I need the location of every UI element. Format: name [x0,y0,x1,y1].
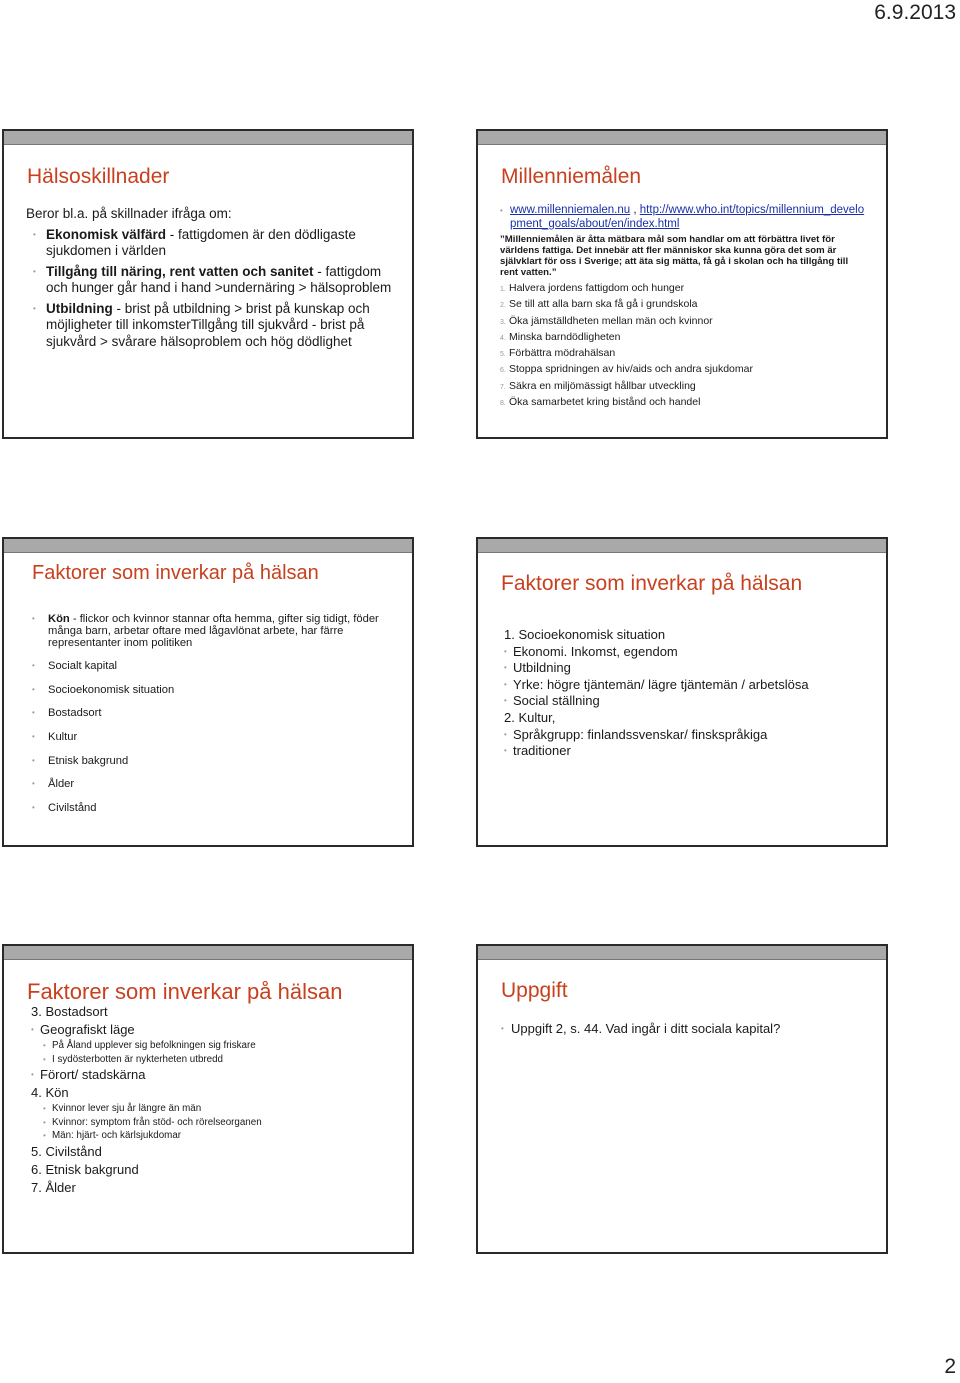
slide-content [500,204,866,411]
factor-list [31,1003,398,1197]
slide-title: Hälsoskillnader [27,165,170,188]
list-item [500,297,866,313]
item-text: Uppgift 2, s. 44. Vad ingår i ditt sociala kapital? [511,1021,781,1036]
list-item [500,395,866,411]
list-item [504,644,872,661]
slide-title: Millenniemålen [501,165,642,188]
item-text: Kvinnor lever sju år längre än män [52,1103,202,1114]
list-item [26,227,398,260]
slide-intro: Beror bl.a. på skillnader ifråga om: [26,206,232,221]
list-item [504,743,872,760]
list-item [500,314,866,330]
sub-item [31,1102,398,1116]
list-item [504,727,872,744]
item-text: Öka jämställdheten mellan män och kvinnor [509,314,713,327]
list-item [28,660,392,672]
item-text: Etnisk bakgrund [48,754,129,767]
link-separator: , [633,204,637,216]
list-item [28,755,392,767]
list-heading: 2. Kultur, [504,709,556,725]
slide-faktorer-1 [2,537,414,847]
list-heading: 3. Bostadsort [31,1004,108,1019]
task-list [501,1020,872,1037]
item-text: Civilstånd [48,802,97,815]
bullet-icon: • [32,755,35,765]
item-number: 5. [500,351,506,359]
bullet-text: - brist på utbildning > brist på kunskap och möjligheter till inkomsterTillgång till sjukvård - brist på sjukvård > svårare hälsoproblem och hög dödlighet [46,300,370,349]
item-text: På Åland upplever sig befolkningen sig friskare [52,1040,256,1051]
list-item [31,1066,398,1084]
header-date: 6.9.2013 [874,1,956,24]
list-item [31,1021,398,1039]
item-text: I sydösterbotten är nykterheten utbredd [52,1053,224,1065]
bullet-icon: • [33,229,36,239]
item-text: Minska barndödligheten [509,330,621,343]
item-text: Social ställning [513,693,600,709]
bullet-icon: • [33,266,36,276]
sub-item [31,1116,398,1130]
slide-faktorer-3 [2,944,414,1254]
slide-millenniemalen [476,129,888,439]
list-item [28,731,392,743]
item-number: 6. [500,367,506,375]
bullet-icon: • [43,1054,46,1064]
item-number: 8. [500,400,506,408]
bullet-bold: Tillgång till näring, rent vatten och sanitet [46,263,314,279]
bullet-icon: • [43,1117,46,1127]
slide-title: Uppgift [501,979,568,1002]
page-number: 2 [944,1355,956,1378]
slide-faktorer-2 [476,537,888,847]
slide-content [26,206,398,350]
bullet-icon: • [32,684,35,694]
slide-title: Faktorer som inverkar på hälsan [501,572,803,595]
item-text: Män: hjärt- och kärlsjukdomar [52,1130,182,1141]
list-item [28,707,392,719]
bullet-text: - fattigdom och hunger går hand i hand >undernäring > hälsoproblem [46,263,392,295]
bullet-icon: • [504,746,507,756]
goals-list [500,281,866,411]
list-heading: 5. Civilstånd [31,1143,102,1159]
bullet-icon: • [32,732,35,742]
item-text: Förort/ stadskärna [40,1067,146,1082]
bullet-icon: • [43,1104,46,1113]
item-text: Språkgrupp: finlandssvenskar/ finskspråkiga [513,726,768,742]
list-item [28,802,392,814]
sub-item [31,1129,398,1143]
sub-item [31,1053,398,1067]
item-text: Se till att alla barn ska få gå i grundskola [509,298,698,311]
item-text: Ekonomi. Inkomst, egendom [513,643,678,659]
item-text: Bostadsort [48,707,102,720]
item-text: Kultur [48,731,78,744]
item-number: 2. [500,302,506,310]
item-number: 1. [500,286,506,293]
bullet-icon: • [504,679,507,689]
slide-halsoskillnader [2,129,414,439]
slide-title: Faktorer som inverkar på hälsan [27,979,343,1004]
bullet-icon: • [33,303,36,313]
item-text: Öka samarbetet kring bistånd och handel [509,396,701,409]
bullet-icon: • [32,779,35,789]
bullet-icon: • [500,206,503,215]
item-text: Kvinnor: symptom från stöd- och rörelseorganen [52,1116,262,1128]
bullet-icon: • [43,1131,46,1140]
list-item [500,346,866,362]
item-text: Förbättra mödrahälsan [509,347,616,360]
links-item [500,204,866,231]
list-item [26,264,398,297]
item-text: Säkra en miljömässigt hållbar utveckling [509,379,696,392]
bullet-icon: • [504,696,507,706]
factor-list [28,613,392,814]
factor-list [504,627,872,760]
item-text: Utbildning [513,660,571,676]
list-item [501,1020,872,1037]
list-heading: 6. Etnisk bakgrund [31,1161,139,1177]
who-link[interactable]: http://www.who.int/topics/millennium_development_goals/about/en/index.html [510,204,865,230]
item-text: Socioekonomisk situation [48,683,175,696]
item-number: 3. [500,318,506,326]
bullet-icon: • [32,803,35,813]
bullet-icon: • [32,661,35,670]
item-number: 7. [500,383,506,391]
bullet-icon: • [32,614,35,623]
list-heading: 1. Socioekonomisk situation [504,627,666,642]
item-text: Socialt kapital [48,660,118,672]
list-item [500,330,866,346]
list-item [28,778,392,790]
slide-uppgift [476,944,888,1254]
bullet-icon: • [501,1024,504,1033]
bullet-icon: • [504,646,507,656]
item-text: traditioner [513,743,571,759]
list-item [500,362,866,378]
millenniemalen-link[interactable]: www.millenniemalen.nu [510,204,631,216]
list-item [28,613,392,649]
bullet-bold: Utbildning [46,300,113,316]
list-heading: 4. Kön [31,1085,69,1100]
bullet-icon: • [31,1070,34,1079]
list-heading: 7. Ålder [31,1179,76,1195]
item-number: 4. [500,334,506,342]
item-text: Halvera jordens fattigdom och hunger [509,282,685,294]
sub-item [31,1039,398,1053]
bullet-bold: Ekonomisk välfärd [46,226,167,242]
bullet-icon: • [43,1041,46,1050]
list-item [26,301,398,351]
item-text: Ålder [48,778,75,791]
bullet-icon: • [31,1025,34,1034]
list-item [504,677,872,694]
item-text: Geografiskt läge [40,1022,135,1037]
quote-text: ”Millenniemålen är åtta mätbara mål som handlar om att förbättra livet för världens fattiga. Det innebär att fler människor ska kunna göra det som är självklart för oss i Sverige; att äta sig mätta, få gå i skolan och ha tillgång till rent vatten.” [500,234,849,278]
list-item [504,660,872,677]
bullet-list [26,227,398,351]
bullet-text: - fattigdomen är den dödligaste sjukdomen i världen [46,226,356,258]
bullet-icon: • [32,708,35,718]
bullet-bold: Kön [48,613,70,625]
bullet-text: - flickor och kvinnor stannar ofta hemma, gifter sig tidigt, föder många barn, arbetar oftare med lågavlönat arbete, har färre representanter inom politiken [48,613,379,649]
list-item [500,379,866,395]
slide-title: Faktorer som inverkar på hälsan [32,562,319,584]
list-item [504,693,872,710]
list-item [28,684,392,696]
list-item [500,281,866,297]
item-text: Yrke: högre tjäntemän/ lägre tjäntemän / arbetslösa [513,676,809,692]
bullet-icon: • [504,729,507,739]
item-text: Stoppa spridningen av hiv/aids och andra sjukdomar [509,363,753,376]
bullet-icon: • [504,663,507,673]
